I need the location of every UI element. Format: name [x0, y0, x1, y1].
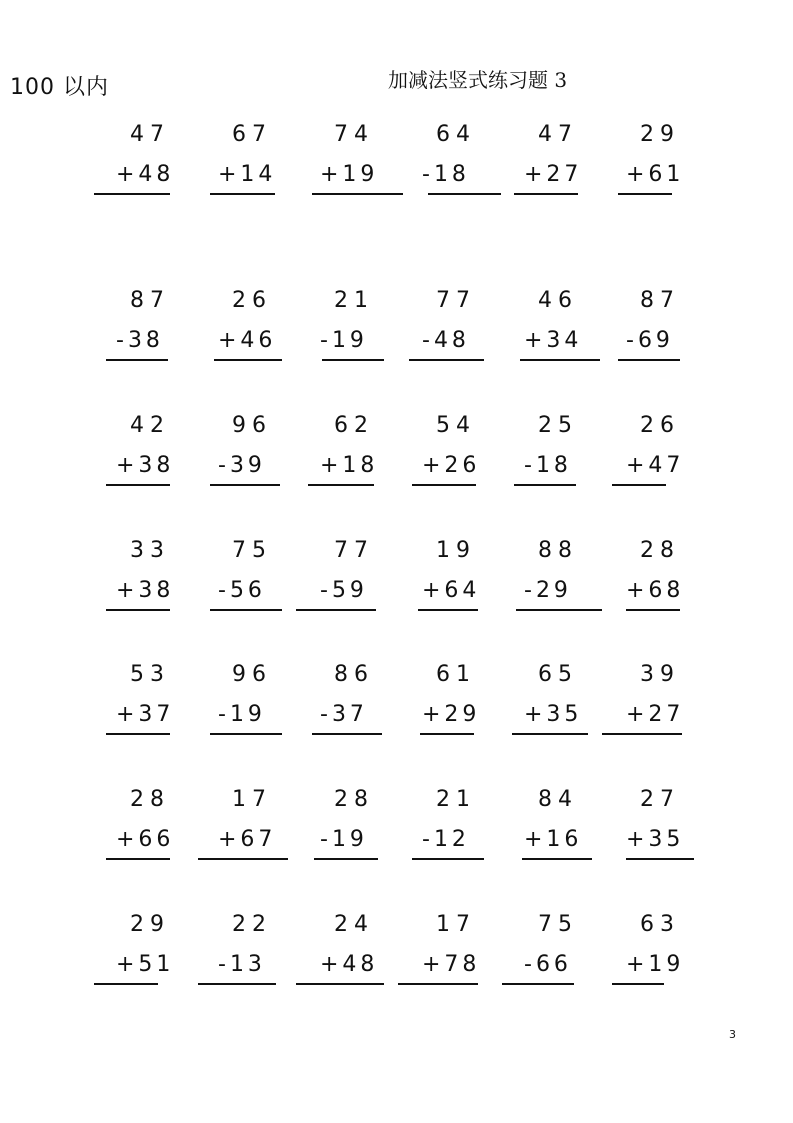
worksheet-title: 加减法竖式练习题 3	[388, 68, 568, 92]
top-operand: 17	[436, 912, 476, 937]
top-operand: 53	[130, 662, 170, 687]
bottom-operand: +26	[422, 453, 481, 478]
top-operand: 96	[232, 413, 272, 438]
bottom-operand: -19	[320, 827, 368, 852]
bottom-operand: -37	[320, 702, 368, 727]
answer-line	[612, 983, 664, 985]
bottom-operand: +68	[626, 578, 685, 603]
bottom-operand: +67	[218, 827, 277, 852]
top-operand: 25	[538, 413, 578, 438]
bottom-operand: +51	[116, 952, 175, 977]
top-operand: 24	[334, 912, 374, 937]
top-operand: 28	[640, 538, 680, 563]
problem-item	[0, 288, 793, 368]
problem-item	[0, 122, 793, 202]
top-operand: 21	[436, 787, 476, 812]
bottom-operand: +78	[422, 952, 481, 977]
bottom-operand: -19	[218, 702, 266, 727]
problem-item	[0, 538, 793, 618]
bottom-operand: +35	[626, 827, 685, 852]
top-operand: 75	[538, 912, 578, 937]
top-operand: 26	[640, 413, 680, 438]
top-operand: 29	[640, 122, 680, 147]
top-operand: 75	[232, 538, 272, 563]
bottom-operand: +35	[524, 702, 583, 727]
bottom-operand: +19	[320, 162, 379, 187]
bottom-operand: +19	[626, 952, 685, 977]
top-operand: 62	[334, 413, 374, 438]
answer-line	[626, 858, 694, 860]
problem-item	[0, 912, 793, 992]
answer-line	[626, 609, 680, 611]
bottom-operand: -12	[422, 827, 470, 852]
bottom-operand: +37	[116, 702, 175, 727]
bottom-operand: -19	[320, 328, 368, 353]
bottom-operand: -38	[116, 328, 164, 353]
top-operand: 39	[640, 662, 680, 687]
top-operand: 77	[334, 538, 374, 563]
bottom-operand: +14	[218, 162, 277, 187]
bottom-operand: +27	[524, 162, 583, 187]
top-operand: 28	[130, 787, 170, 812]
bottom-operand: +64	[422, 578, 481, 603]
top-operand: 65	[538, 662, 578, 687]
bottom-operand: -29	[524, 578, 572, 603]
top-operand: 33	[130, 538, 170, 563]
top-operand: 96	[232, 662, 272, 687]
top-operand: 47	[538, 122, 578, 147]
bottom-operand: +18	[320, 453, 379, 478]
bottom-operand: -18	[524, 453, 572, 478]
top-operand: 46	[538, 288, 578, 313]
top-operand: 19	[436, 538, 476, 563]
bottom-operand: +48	[116, 162, 175, 187]
top-operand: 22	[232, 912, 272, 937]
top-operand: 84	[538, 787, 578, 812]
top-operand: 26	[232, 288, 272, 313]
problem-item	[0, 662, 793, 742]
top-operand: 61	[436, 662, 476, 687]
bottom-operand: -39	[218, 453, 266, 478]
top-operand: 63	[640, 912, 680, 937]
bottom-operand: +47	[626, 453, 685, 478]
top-operand: 54	[436, 413, 476, 438]
top-operand: 17	[232, 787, 272, 812]
top-operand: 67	[232, 122, 272, 147]
bottom-operand: +29	[422, 702, 481, 727]
bottom-operand: -48	[422, 328, 470, 353]
top-operand: 21	[334, 288, 374, 313]
bottom-operand: -59	[320, 578, 368, 603]
top-operand: 28	[334, 787, 374, 812]
top-operand: 74	[334, 122, 374, 147]
bottom-operand: +66	[116, 827, 175, 852]
bottom-operand: -69	[626, 328, 674, 353]
top-operand: 42	[130, 413, 170, 438]
answer-line	[602, 733, 682, 735]
top-operand: 64	[436, 122, 476, 147]
top-operand: 88	[538, 538, 578, 563]
bottom-operand: -56	[218, 578, 266, 603]
bottom-operand: +16	[524, 827, 583, 852]
top-operand: 86	[334, 662, 374, 687]
answer-line	[612, 484, 666, 486]
top-operand: 27	[640, 787, 680, 812]
bottom-operand: +46	[218, 328, 277, 353]
bottom-operand: +48	[320, 952, 379, 977]
problem-item	[0, 787, 793, 867]
range-label: 100 以内	[10, 75, 109, 100]
bottom-operand: +27	[626, 702, 685, 727]
bottom-operand: +38	[116, 578, 175, 603]
bottom-operand: +61	[626, 162, 685, 187]
problem-item	[0, 413, 793, 493]
bottom-operand: -66	[524, 952, 572, 977]
answer-line	[618, 359, 680, 361]
bottom-operand: -13	[218, 952, 266, 977]
top-operand: 77	[436, 288, 476, 313]
top-operand: 87	[130, 288, 170, 313]
answer-line	[618, 193, 672, 195]
bottom-operand: -18	[422, 162, 470, 187]
bottom-operand: +38	[116, 453, 175, 478]
top-operand: 47	[130, 122, 170, 147]
top-operand: 87	[640, 288, 680, 313]
page-number: 3	[729, 1028, 736, 1041]
bottom-operand: +34	[524, 328, 583, 353]
top-operand: 29	[130, 912, 170, 937]
